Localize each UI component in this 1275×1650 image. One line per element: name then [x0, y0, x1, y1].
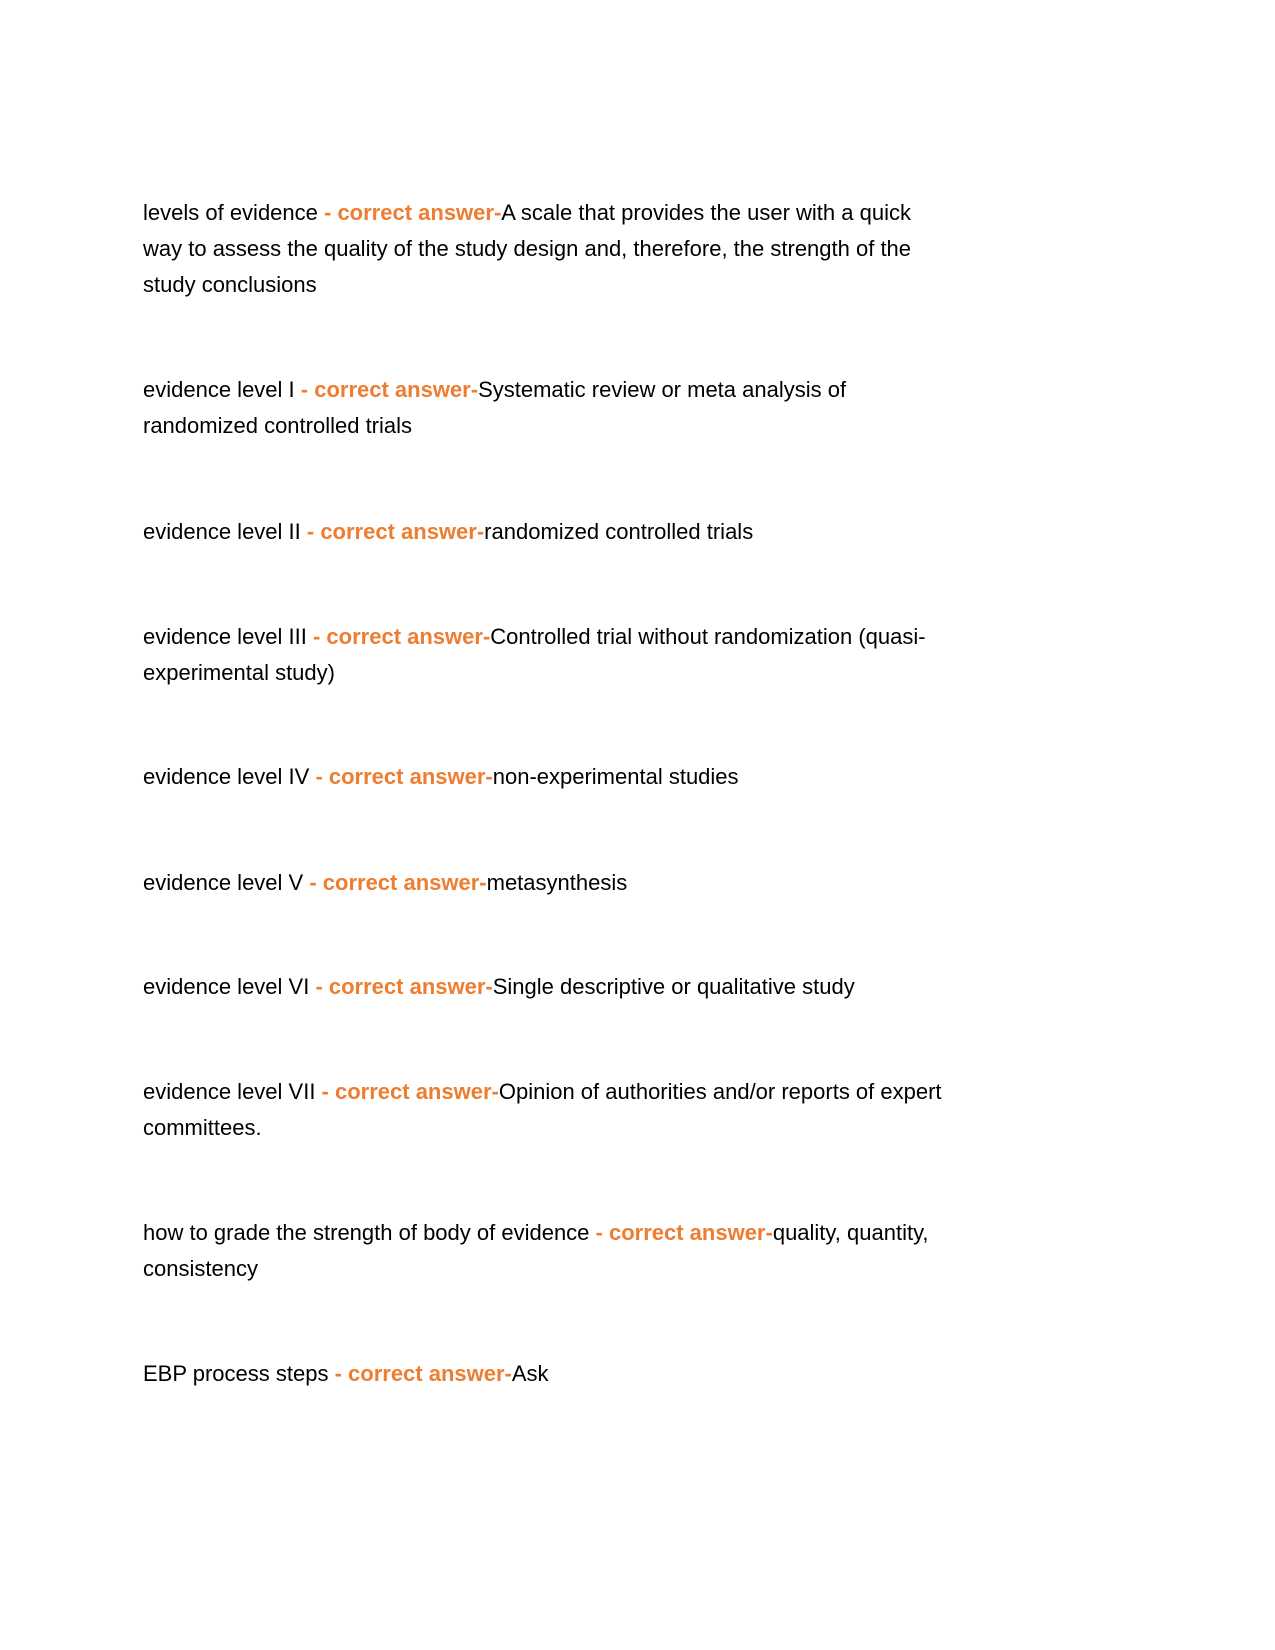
correct-answer-label: - correct answer-: [309, 974, 493, 999]
flashcard-entry: [143, 619, 926, 691]
answer-text: experimental study): [143, 660, 335, 685]
answer-text: randomized controlled trials: [143, 413, 413, 438]
flashcard-entry: [143, 514, 753, 550]
correct-answer-label: - correct answer-: [300, 519, 485, 544]
correct-answer-label: - correct answer-: [315, 1079, 499, 1104]
text-line: [143, 655, 926, 691]
term: evidence level V: [143, 870, 304, 895]
correct-answer-label: - correct answer-: [306, 624, 491, 649]
correct-answer-label: - correct answer-: [309, 764, 493, 789]
text-line: [143, 1251, 929, 1287]
text-line: [143, 514, 753, 550]
answer-text: committees.: [143, 1115, 262, 1140]
text-line: [143, 619, 926, 655]
term: how to grade the strength of body of evidence: [143, 1220, 590, 1245]
text-line: [143, 759, 739, 795]
flashcard-entry: [143, 1074, 942, 1146]
answer-text: way to assess the quality of the study design and, therefore, the strength of the: [143, 236, 912, 261]
answer-text: Ask: [511, 1361, 549, 1386]
flashcard-entry: [143, 1215, 929, 1287]
answer-text: Controlled trial without randomization (quasi-: [490, 624, 926, 649]
answer-text: Single descriptive or qualitative study: [492, 974, 855, 999]
text-line: [143, 267, 911, 303]
answer-text: Opinion of authorities and/or reports of expert: [498, 1079, 942, 1104]
term: evidence level I: [143, 377, 295, 402]
term: levels of evidence: [143, 200, 318, 225]
text-line: [143, 195, 911, 231]
term: evidence level II: [143, 519, 301, 544]
correct-answer-label: - correct answer-: [303, 870, 487, 895]
answer-text: metasynthesis: [486, 870, 628, 895]
answer-text: non-experimental studies: [492, 764, 739, 789]
answer-text: Systematic review or meta analysis of: [478, 377, 847, 402]
answer-text: consistency: [143, 1256, 258, 1281]
correct-answer-label: - correct answer-: [589, 1220, 773, 1245]
correct-answer-label: - correct answer-: [328, 1361, 512, 1386]
text-line: [143, 865, 627, 901]
text-line: [143, 1074, 942, 1110]
term: evidence level VII: [143, 1079, 316, 1104]
text-line: [143, 408, 846, 444]
flashcard-entry: [143, 372, 846, 444]
correct-answer-label: - correct answer-: [317, 200, 502, 225]
term: EBP process steps: [143, 1361, 329, 1386]
term: evidence level IV: [143, 764, 310, 789]
answer-text: randomized controlled trials: [484, 519, 754, 544]
flashcard-entry: [143, 969, 855, 1005]
answer-text: quality, quantity,: [772, 1220, 929, 1245]
text-line: [143, 372, 846, 408]
text-line: [143, 969, 855, 1005]
flashcard-entry: [143, 865, 627, 901]
flashcard-entry: [143, 195, 911, 303]
answer-text: study conclusions: [143, 272, 317, 297]
term: evidence level III: [143, 624, 307, 649]
flashcard-entry: [143, 759, 739, 795]
term: evidence level VI: [143, 974, 310, 999]
flashcard-entry: [143, 1356, 549, 1392]
text-line: [143, 231, 911, 267]
text-line: [143, 1215, 929, 1251]
correct-answer-label: - correct answer-: [294, 377, 479, 402]
answer-text: A scale that provides the user with a quick: [501, 200, 911, 225]
text-line: [143, 1356, 549, 1392]
text-line: [143, 1110, 942, 1146]
